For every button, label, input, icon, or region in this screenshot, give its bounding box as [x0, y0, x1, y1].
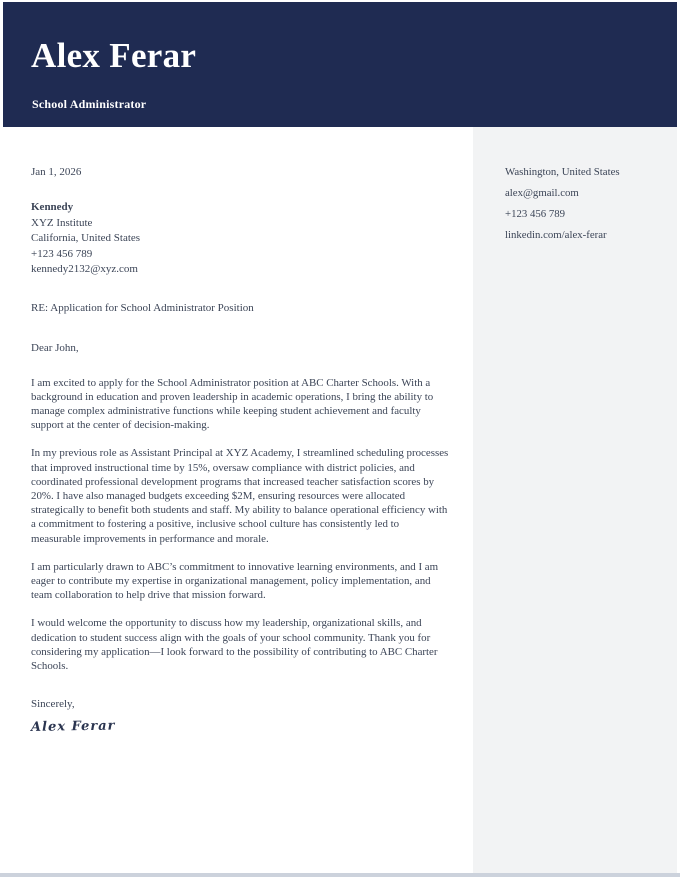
page-bottom-edge — [0, 873, 680, 877]
recipient-organization: XYZ Institute — [31, 216, 93, 229]
author-job-title: School Administrator — [32, 97, 147, 111]
contact-phone: +123 456 789 — [505, 208, 566, 220]
author-name: Alex Ferar — [31, 36, 197, 75]
recipient-location: California, United States — [31, 232, 141, 244]
signature: Alex Ferar — [30, 718, 116, 736]
recipient-block — [31, 200, 449, 278]
body-paragraph-2: In my previous role as Assistant Principal at XYZ Academy, I streamlined scheduling processes that improved instructional time by 15%, oversaw compliance with district policies, and coordinated professional development programs that increased teacher satisfaction scores by 20%. I have also managed budgets exceeding $2M, ensuring resources were allocated strategically to benefit both students and staff. My ability to balance operational efficiency with a commitment to fostering a positive, inclusive school culture has consistently led to measurable improvements in performance and morale. — [31, 447, 449, 545]
contact-linkedin: linkedin.com/alex-ferar — [505, 229, 607, 241]
subject-line: RE: Application for School Administrator Position — [31, 301, 254, 314]
contact-email: alex@gmail.com — [505, 187, 579, 199]
greeting: Dear John, — [31, 341, 79, 354]
body-paragraph-1: I am excited to apply for the School Administrator position at ABC Charter Schools. With a background in education and proven leadership in academic operations, I bring the ability to manage complex administrative functions while keeping student achievement and faculty support at the center of decision-making. — [31, 376, 434, 432]
letter-body — [3, 127, 473, 873]
recipient-name: Kennedy — [31, 201, 74, 213]
letter-header — [3, 2, 677, 127]
contact-sidebar — [473, 127, 677, 873]
contact-location: Washington, United States — [505, 166, 620, 178]
recipient-phone: +123 456 789 — [31, 247, 93, 260]
body-paragraph-4: I would welcome the opportunity to discuss how my leadership, organizational skills, and dedication to student success align with the goals of your school community. Thank you for considering my application—I look forward to the possibility of contributing to ABC Charter Schools. — [31, 617, 438, 672]
letter-date: Jan 1, 2026 — [31, 166, 82, 178]
body-paragraph-3: I am particularly drawn to ABC’s commitment to innovative learning environments, and I am eager to contribute my expertise in organizational management, policy implementation, and team collaboration to help drive that mission forward. — [31, 560, 439, 602]
closing: Sincerely, — [31, 698, 75, 711]
recipient-email: kennedy2132@xyz.com — [31, 263, 138, 275]
